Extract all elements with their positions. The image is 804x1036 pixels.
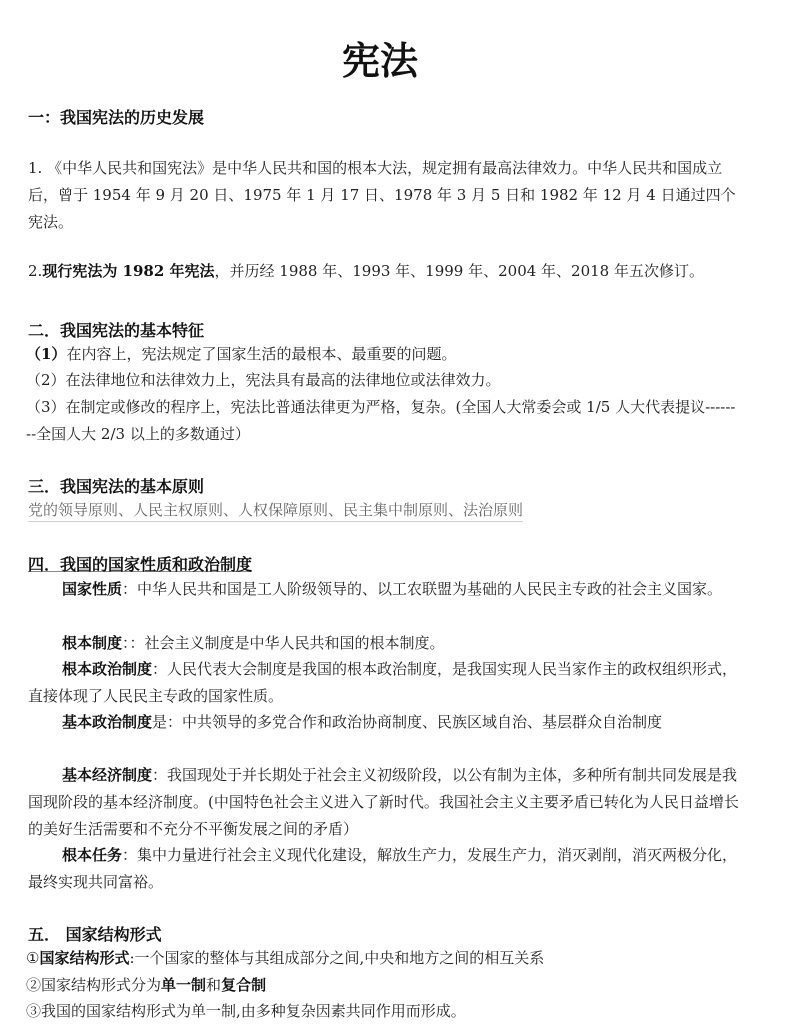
item-label: 根本制度: [62, 634, 123, 652]
item-text: 我国现处于并长期处于社会主义初级阶段，以公有制为主体，多种所有制共同发展是我国现阶段的基本经济制度。(中国特色社会主义进入了新时代。我国社会主义主要矛盾已转化为人民日益增长的美好生活需要和不充分不平衡发展之间的矛盾）: [28, 766, 739, 838]
section-1-heading: 一：我国宪法的历史发展: [28, 108, 205, 127]
item-sep: ：: [152, 766, 168, 784]
item-text: 人民代表大会制度是我国的根本政治制度，是我国实现人民当家作主的政权组织形式，直接体现了人民民主专政的国家性质。: [28, 660, 738, 705]
item-sep: ：: [122, 846, 138, 864]
item-fundamental-task: [28, 842, 740, 896]
item-1-text: 在内容上，宪法规定了国家生活的最根本、最重要的问题。: [66, 345, 457, 363]
line-3-text: 我国的国家结构形式为单一制,由多种复杂因素共同作用而形成。: [41, 1002, 466, 1020]
p2-bold: 现行宪法为 1982 年宪法: [42, 262, 215, 280]
item-label: 国家性质: [62, 580, 123, 598]
section-5-line-1: [26, 945, 544, 972]
section-4-heading: 四．我国的国家性质和政治制度: [28, 555, 253, 574]
p2-rest: ，并历经 1988 年、1993 年、1999 年、2004 年、2018 年五次修订。: [214, 262, 704, 280]
line-2-text-a: 国家结构形式分为: [41, 976, 162, 994]
item-sep: 是：: [152, 713, 183, 731]
item-text: 中华人民共和国是工人阶级领导的、以工农联盟为基础的人民民主专政的社会主义国家。: [137, 580, 723, 598]
section-5-line-2: [26, 972, 266, 999]
item-basic-political-system: [28, 709, 740, 736]
item-text: 中共领导的多党合作和政治协商制度、民族区域自治、基层群众自治制度: [182, 713, 663, 731]
item-sep: ：: [152, 660, 168, 678]
line-2-unitary: 单一制: [161, 976, 207, 994]
section-1-paragraph-2: [28, 258, 704, 285]
line-1-bold: 国家结构形式: [39, 949, 130, 967]
line-2-compound: 复合制: [221, 976, 267, 994]
line-2-and: 和: [206, 976, 222, 994]
section-2-item-2: （2）在法律地位和法律效力上，宪法具有最高的法律地位或法律效力。: [26, 371, 501, 389]
section-3-heading: 三．我国宪法的基本原则: [28, 477, 205, 496]
item-fundamental-political-system: [28, 656, 740, 710]
section-5-heading: 五． 国家结构形式: [28, 925, 162, 944]
item-label: 根本任务: [62, 846, 123, 864]
item-fundamental-system: [28, 630, 740, 657]
principles-text: 党的领导原则、人民主权原则、人权保障原则、民主集中制原则、法治原则: [28, 501, 523, 522]
section-3-principles: [28, 497, 523, 524]
circled-two: ②: [26, 976, 42, 994]
line-1-rest: :一个国家的整体与其组成部分之间,中央和地方之间的相互关系: [129, 949, 545, 967]
page-title: 宪法: [341, 39, 418, 83]
section-2-heading: 二．我国宪法的基本特征: [28, 321, 205, 340]
item-1-number: （1）: [26, 345, 67, 363]
circled-three: ③: [26, 1002, 42, 1020]
section-2-item-1: [26, 341, 456, 368]
item-label: 基本经济制度: [62, 766, 153, 784]
item-sep: ：: [122, 580, 138, 598]
p2-prefix: 2.: [28, 262, 43, 280]
section-5-line-3: [26, 998, 466, 1025]
item-label: 基本政治制度: [62, 713, 153, 731]
circled-one: ①: [26, 949, 40, 967]
item-sep: ：：: [122, 634, 145, 652]
item-text: 社会主义制度是中华人民共和国的根本制度。: [144, 634, 445, 652]
section-1-paragraph-1: 1. 《中华人民共和国宪法》是中华人民共和国的根本大法，规定拥有最高法律效力。中华人民共和国成立后，曾于 1954 年 9 月 20 日、1975 年 1 月 17 日、1978 年 3 月 5 日和 1982 年 12 月 4 日通过四个宪法。: [28, 159, 736, 231]
item-label: 根本政治制度: [62, 660, 153, 678]
item-national-nature: [28, 576, 740, 603]
item-text: 集中力量进行社会主义现代化建设，解放生产力，发展生产力，消灭剥削，消灭两极分化，最终实现共同富裕。: [28, 846, 738, 891]
section-2-item-3: （3）在制定或修改的程序上，宪法比普通法律更为严格，复杂。(全国人大常委会或 1/5 人大代表提议--------全国人大 2/3 以上的多数通过）: [26, 398, 736, 443]
item-basic-economic-system: [28, 762, 740, 843]
